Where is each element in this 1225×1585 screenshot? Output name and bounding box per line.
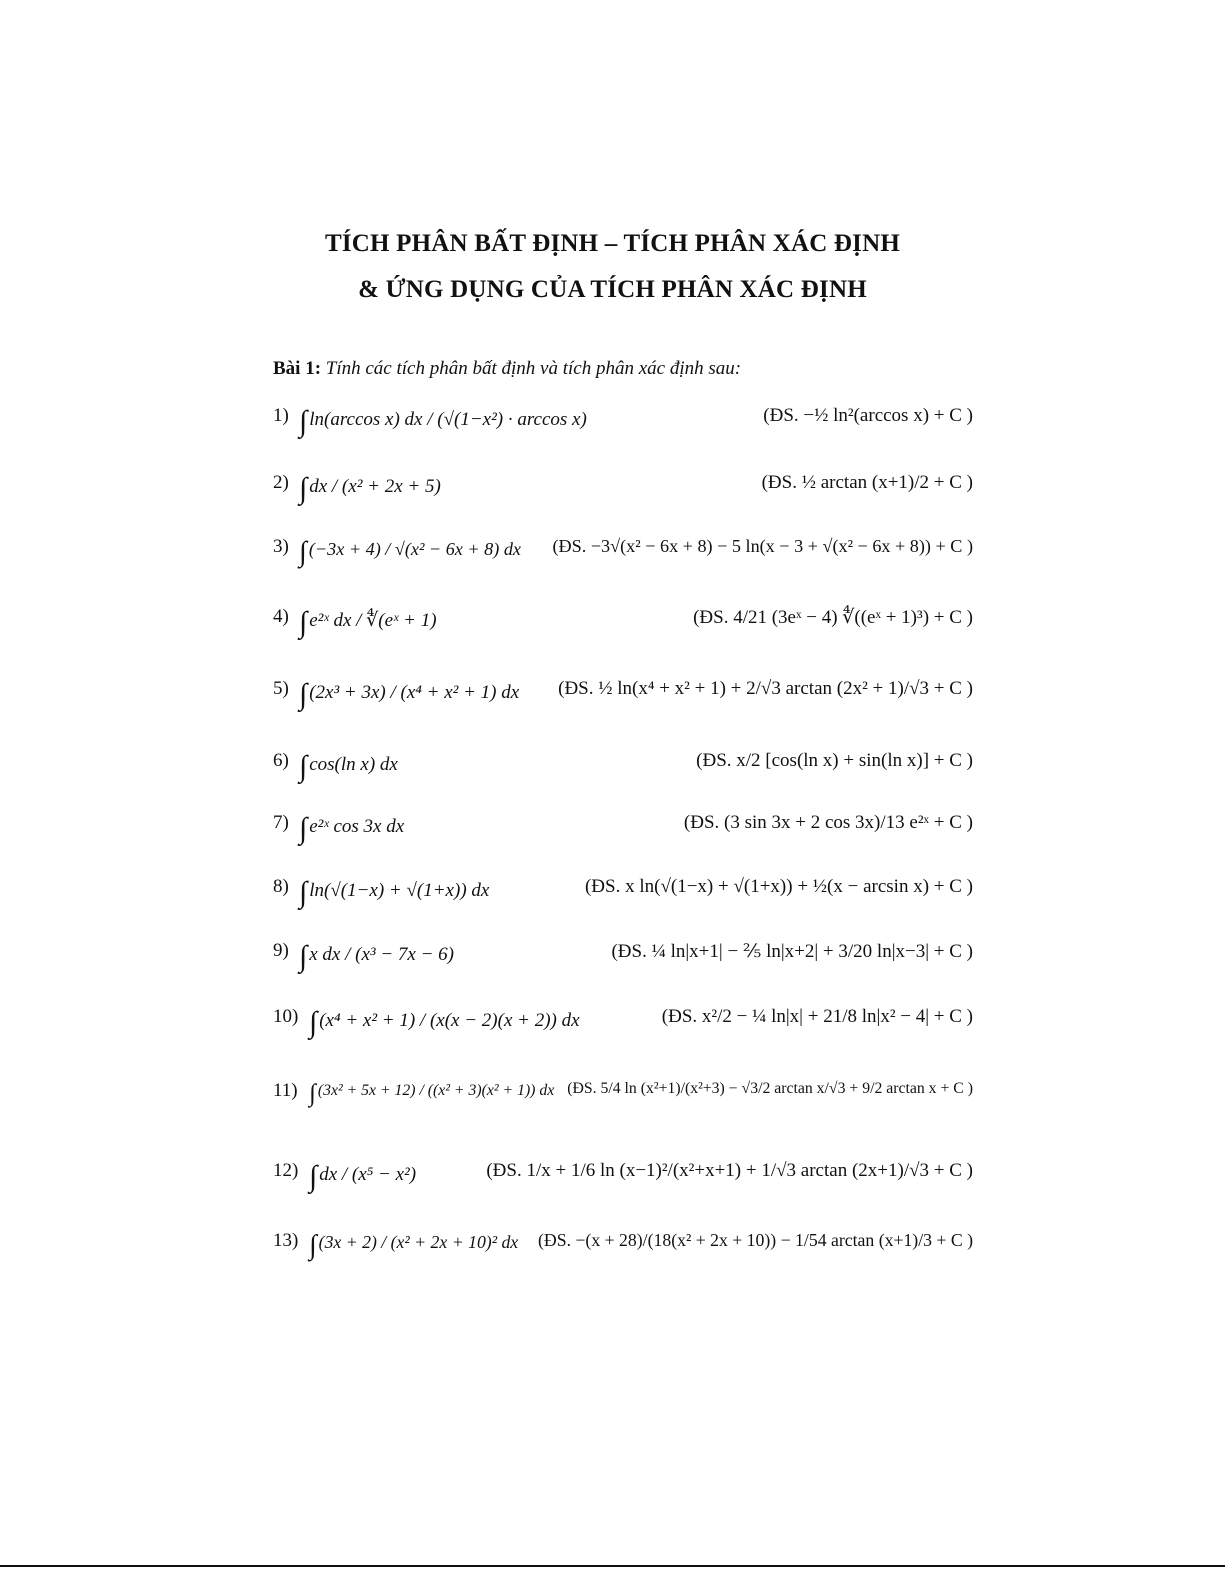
problem-integral — [299, 940, 454, 974]
problem-integral — [299, 606, 437, 640]
problem-integral — [299, 678, 519, 712]
page-title-line-2: & ỨNG DỤNG CỦA TÍCH PHÂN XÁC ĐỊNH — [358, 276, 867, 303]
integral-sign-icon: ∫ — [299, 876, 308, 909]
integral-sign-icon: ∫ — [299, 536, 307, 568]
problem-answer: (ĐS. −½ ln²(arccos x) + C ) — [763, 405, 973, 426]
integral-sign-icon: ∫ — [309, 1006, 318, 1039]
integral-sign-icon: ∫ — [299, 678, 308, 711]
problem-answer: (ĐS. x ln(√(1−x) + √(1+x)) + ½(x − arcsin x) + C ) — [584, 876, 973, 897]
integrand-expression: dx / (x² + 2x + 5) — [309, 476, 441, 497]
integral-sign-icon: ∫ — [299, 812, 308, 845]
integral-sign-icon: ∫ — [309, 1160, 318, 1193]
integrand-expression: e²ˣ dx / ∜(eˣ + 1) — [309, 610, 437, 631]
problem-integral — [299, 536, 521, 569]
integral-sign-icon: ∫ — [309, 1080, 316, 1107]
integral-sign-icon: ∫ — [299, 472, 308, 505]
integral-sign-icon: ∫ — [309, 1230, 317, 1261]
integrand-expression: dx / (x⁵ − x²) — [319, 1164, 417, 1185]
problem-integral — [299, 876, 489, 910]
problem-number: 5) — [273, 678, 289, 699]
integral-sign-icon: ∫ — [299, 405, 308, 438]
problem-integral — [309, 1160, 416, 1194]
problem-number: 12) — [273, 1160, 299, 1181]
problem-answer: (ĐS. −3√(x² − 6x + 8) − 5 ln(x − 3 + √(x² − 6x + 8)) + C ) — [552, 536, 973, 556]
problem-number: 11) — [273, 1080, 298, 1101]
exercise-intro — [273, 358, 741, 380]
problem-number: 4) — [273, 606, 289, 627]
integral-sign-icon: ∫ — [299, 750, 308, 783]
integrand-expression: (2x³ + 3x) / (x⁴ + x² + 1) dx — [309, 682, 520, 703]
problem-answer: (ĐS. ½ ln(x⁴ + x² + 1) + 2/√3 arctan (2x² + 1)/√3 + C ) — [558, 678, 973, 699]
problem-integral — [299, 472, 441, 506]
problem-answer: (ĐS. x²/2 − ¼ ln|x| + 21/8 ln|x² − 4| + C ) — [661, 1006, 973, 1027]
integrand-expression: x dx / (x³ − 7x − 6) — [309, 944, 454, 965]
problem-number: 7) — [273, 812, 289, 833]
integrand-expression: (3x + 2) / (x² + 2x + 10)² dx — [318, 1232, 519, 1252]
problem-integral — [299, 812, 404, 846]
problem-integral — [309, 1230, 518, 1262]
integrand-expression: (3x² + 5x + 12) / ((x² + 3)(x² + 1)) dx — [317, 1082, 555, 1099]
problem-answer: (ĐS. ¼ ln|x+1| − ⅖ ln|x+2| + 3/20 ln|x−3| + C ) — [611, 941, 973, 962]
problem-answer: (ĐS. ½ arctan (x+1)/2 + C ) — [761, 472, 973, 493]
page-bottom-rule — [0, 1565, 1225, 1567]
exercise-instruction: Tính các tích phân bất định và tích phân xác định sau: — [325, 358, 742, 379]
problem-number: 6) — [273, 750, 289, 771]
problem-number: 8) — [273, 876, 289, 897]
problem-answer: (ĐS. 1/x + 1/6 ln (x−1)²/(x²+x+1) + 1/√3 arctan (2x+1)/√3 + C ) — [486, 1160, 973, 1181]
problem-answer: (ĐS. (3 sin 3x + 2 cos 3x)/13 e²ˣ + C ) — [683, 812, 973, 833]
integrand-expression: (−3x + 4) / √(x² − 6x + 8) dx — [308, 539, 521, 559]
exercise-label: Bài 1: — [273, 358, 322, 379]
problem-integral — [299, 750, 398, 784]
problem-integral — [309, 1080, 554, 1108]
problem-number: 3) — [273, 536, 289, 557]
integral-sign-icon: ∫ — [299, 606, 308, 639]
integrand-expression: ln(arccos x) dx / (√(1−x²) · arccos x) — [309, 409, 587, 430]
integrand-expression: (x⁴ + x² + 1) / (x(x − 2)(x + 2)) dx — [319, 1010, 580, 1031]
problem-number: 13) — [273, 1230, 299, 1251]
integrand-expression: e²ˣ cos 3x dx — [309, 816, 405, 837]
problem-answer: (ĐS. 5/4 ln (x²+1)/(x²+3) − √3/2 arctan x/√3 + 9/2 arctan x + C ) — [567, 1080, 973, 1097]
problem-number: 2) — [273, 472, 289, 493]
integrand-expression: cos(ln x) dx — [309, 754, 398, 775]
problem-integral — [309, 1006, 580, 1040]
problem-number: 10) — [273, 1006, 299, 1027]
problem-number: 1) — [273, 405, 289, 426]
problem-number: 9) — [273, 940, 289, 961]
problem-answer: (ĐS. 4/21 (3eˣ − 4) ∜((eˣ + 1)³) + C ) — [693, 607, 973, 628]
integral-sign-icon: ∫ — [299, 940, 308, 973]
problem-answer: (ĐS. −(x + 28)/(18(x² + 2x + 10)) − 1/54 arctan (x+1)/3 + C ) — [538, 1230, 973, 1250]
integrand-expression: ln(√(1−x) + √(1+x)) dx — [309, 880, 490, 901]
problem-integral — [299, 405, 587, 439]
page-title-line-1: TÍCH PHÂN BẤT ĐỊNH – TÍCH PHÂN XÁC ĐỊNH — [325, 230, 900, 257]
problem-answer: (ĐS. x/2 [cos(ln x) + sin(ln x)] + C ) — [696, 750, 973, 771]
